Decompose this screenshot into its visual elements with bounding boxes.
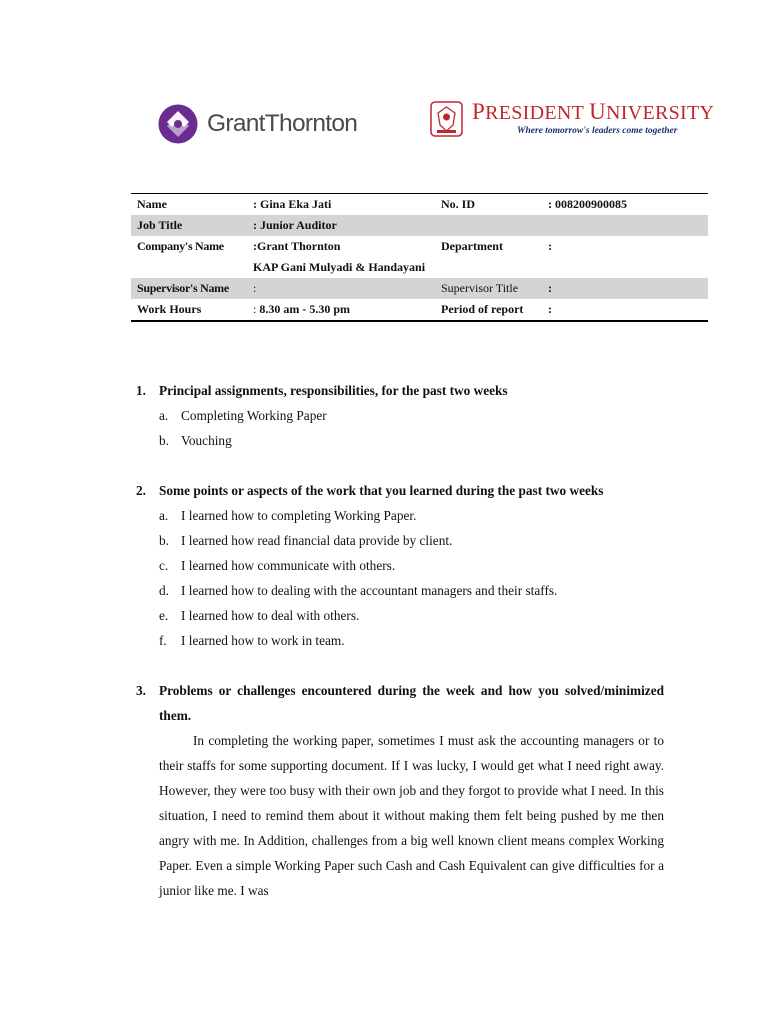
- list-letter: c.: [159, 558, 169, 573]
- table-row: [131, 215, 708, 236]
- list-letter: d.: [159, 583, 169, 598]
- company-name-label: Company's Name: [137, 239, 224, 253]
- list-text: I learned how to deal with others.: [181, 608, 360, 623]
- department-label: Department: [441, 239, 503, 253]
- list-item: [136, 628, 664, 653]
- employee-info-table: [131, 193, 708, 322]
- company-name-value: :Grant Thornton: [253, 239, 341, 253]
- name-label: Name: [137, 197, 167, 211]
- list-item: [136, 503, 664, 528]
- table-row: [131, 194, 708, 215]
- report-content: [136, 378, 664, 928]
- president-university-logo: [430, 101, 714, 141]
- section-title: Some points or aspects of the work that you learned during the past two weeks: [159, 483, 604, 498]
- list-item: [136, 428, 664, 453]
- supervisor-name-value: :: [253, 281, 257, 295]
- supervisor-title-value: :: [548, 281, 552, 295]
- list-letter: b.: [159, 433, 169, 448]
- section-number: 2.: [136, 483, 146, 498]
- university-crest-icon: [430, 101, 463, 137]
- name-value: : Gina Eka Jati: [253, 197, 332, 211]
- section-title: Principal assignments, responsibilities, for the past two weeks: [159, 383, 508, 398]
- work-hours-value: : 8.30 am - 5.30 pm: [253, 302, 351, 316]
- department-value: :: [548, 239, 552, 253]
- table-row: [131, 236, 708, 257]
- section-title: Problems or challenges encountered during the week and how you solved/minimized them.: [159, 683, 664, 723]
- list-letter: b.: [159, 533, 169, 548]
- grant-thornton-logo: [158, 102, 357, 146]
- job-title-value: : Junior Auditor: [253, 218, 337, 232]
- list-text: Completing Working Paper: [181, 408, 327, 423]
- list-text: I learned how communicate with others.: [181, 558, 396, 573]
- section-number: 1.: [136, 383, 146, 398]
- list-item: [136, 578, 664, 603]
- id-label: No. ID: [441, 197, 476, 211]
- period-label: Period of report: [441, 302, 524, 316]
- section-number: 3.: [136, 683, 146, 698]
- list-item: [136, 553, 664, 578]
- table-row: [131, 257, 708, 278]
- list-text: Vouching: [181, 433, 232, 448]
- university-name: PRESIDENT UNIVERSITY: [472, 99, 715, 124]
- company-name-value-line2: KAP Gani Mulyadi & Handayani: [253, 260, 426, 274]
- list-item: [136, 603, 664, 628]
- section-heading: [136, 378, 664, 403]
- list-letter: e.: [159, 608, 169, 623]
- list-letter: a.: [159, 408, 169, 423]
- list-letter: f.: [159, 633, 167, 648]
- table-row: [131, 278, 708, 299]
- job-title-label: Job Title: [137, 218, 183, 232]
- university-tagline: Where tomorrow's leaders come together: [517, 126, 678, 136]
- section-paragraph: In completing the working paper, sometimes I must ask the accounting managers or to their staffs for some supporting document. If I was lucky, I would get what I need right away. However, they were too busy with their own job and they forgot to provide what I need. In this situation, I need to remind them about it without making them felt being pushed by me then angry with me. In Addition, challenges from a big well known client means complex Working Paper. Even a simple Working Paper such Cash and Cash Equivalent can give difficulties for a junior like me. I was: [159, 733, 664, 898]
- list-text: I learned how read financial data provide by client.: [181, 533, 453, 548]
- section-assignments: [136, 378, 664, 453]
- grant-thornton-mark-icon: [158, 104, 198, 144]
- supervisor-name-label: Supervisor's Name: [137, 281, 229, 295]
- period-value: :: [548, 302, 552, 316]
- list-item: [136, 528, 664, 553]
- section-learned: [136, 478, 664, 653]
- grant-thornton-wordmark: GrantThornton: [207, 110, 358, 137]
- section-heading: [136, 678, 664, 728]
- work-hours-label: Work Hours: [137, 302, 202, 316]
- list-text: I learned how to completing Working Paper.: [181, 508, 417, 523]
- supervisor-title-label: Supervisor Title: [441, 281, 519, 295]
- list-text: I learned how to dealing with the accountant managers and their staffs.: [181, 583, 558, 598]
- id-value: : 008200900085: [548, 197, 627, 211]
- list-item: [136, 403, 664, 428]
- table-row: [131, 299, 708, 320]
- list-text: I learned how to work in team.: [181, 633, 345, 648]
- section-problems: [136, 678, 664, 903]
- list-letter: a.: [159, 508, 169, 523]
- section-heading: [136, 478, 664, 503]
